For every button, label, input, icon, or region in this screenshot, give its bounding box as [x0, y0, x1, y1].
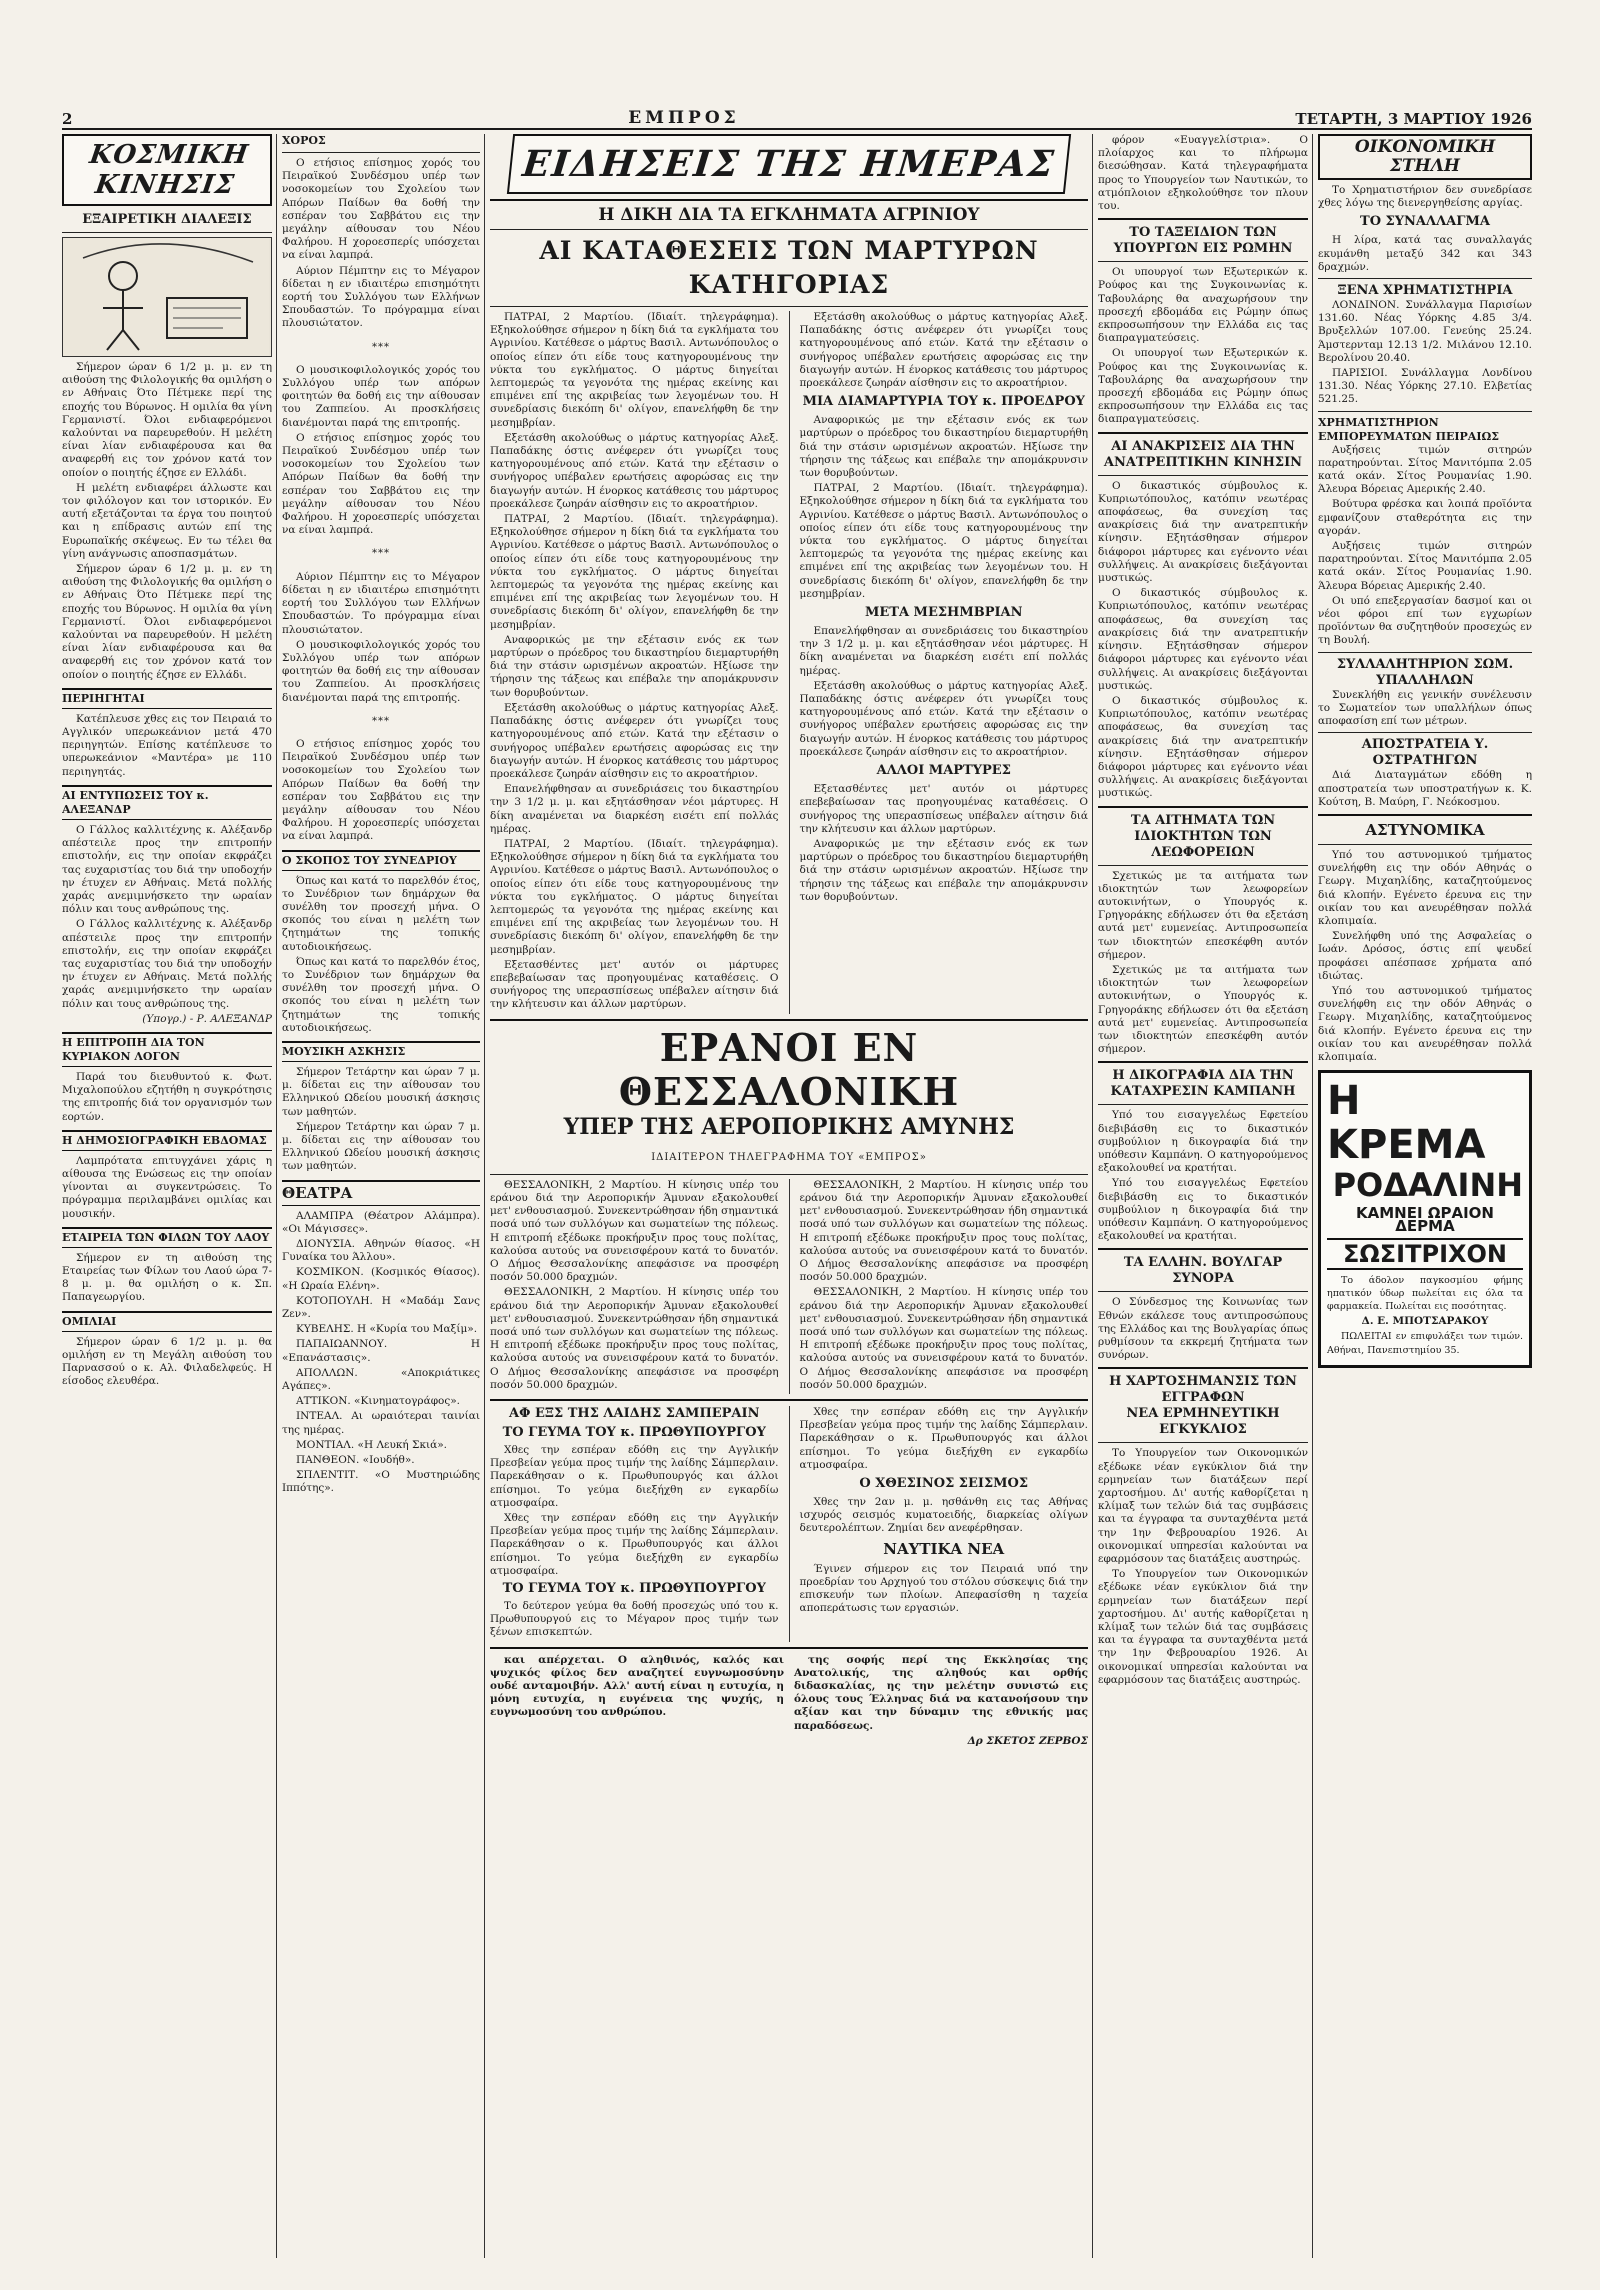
trial-text-d2: Εξετάσθη ακολούθως ο μάρτυς κατηγορίας Αλεξ. Παπαδάκης όστις ανέφερεν ότι γνωρίζει τους κατηγορουμένους από ετών. Κατά την εξέτασιν ο συνήγορος υπέβαλεν ερωτήσεις αφορώσας εις την διαγωγήν αυτών. Η ένορκος κατάθεσις του μάρτυρος προεκάλεσε ζωηράν αίσθησιν εις το ακροατήριον.: [799, 679, 1088, 758]
trial-text-d: Επανελήφθησαν αι συνεδριάσεις του δικαστηρίου την 3 1/2 μ. μ. και εξητάσθησαν νέοι μάρτυρες. Η δίκη αναμένεται να διαρκέση εισέτι επί πολλάς ημέρας.: [799, 625, 1088, 677]
inquiry-text-2: Ο δικαστικός σύμβουλος κ. Κυπριωτόπουλος, κατόπιν νεωτέρας αποφάσεως, θα συνεχίση τας ανακρίσεις διά την ανατρεπτικήν κίνησιν. Εξητάσθησαν σήμερον διάφοροι μάρτυρες και εγένοντο νέαι συλλήψεις. Αι ανακρίσεις διεξάγονται μυστικώς.: [1098, 587, 1308, 692]
dinner-heading: ΤΟ ΓΕΥΜΑ ΤΟΥ κ. ΠΡΩΘΥΠΟΥΡΓΟΥ: [502, 1581, 766, 1597]
music-heading: ΜΟΥΣΙΚΗ ΑΣΚΗΣΙΣ: [282, 1044, 406, 1058]
record-text: Υπό του εισαγγελέως Εφετείου διεβιβάσθη εις το δικαστικόν συμβούλιον η δικογραφία διά την υπόθεσιν Καμπάνη. Ο κατηγορούμενος εξακολουθεί να κρατήται.: [1098, 1109, 1308, 1175]
police-text-2: Συνελήφθη υπό της Ασφαλείας ο Ιωάν. Δρόσος, όστις επί ψευδεί προφάσει απέσπασε χρήματα από ιδιώτας.: [1318, 930, 1532, 982]
trial-text-a3: ΠΑΤΡΑΙ, 2 Μαρτίου. (Ιδιαίτ. τηλεγράφημα). Εξηκολούθησε σήμερον η δίκη διά τα εγκλήματα του Αγρινίου. Κατέθεσε ο μάρτυς Βασιλ. Αντωνόπουλος ο οποίος είπεν ότι είδε τους κατηγορουμένους την νύκτα του εγκλήματος. Ο μάρτυς διηγείται λεπτομερώς τα γεγονότα της ημέρας εκείνης και επιμένει επί της ακριβείας των λεγομένων του. Η συνεδρίασις διεκόπη δι' ολίγον, επανελήφθη δε την μεσημβρίαν.: [490, 513, 779, 631]
talks-heading: ΟΜΙΛΙΑΙ: [62, 1314, 117, 1328]
fx-text: ΛΟΝΔΙΝΟΝ. Συνάλλαγμα Παρισίων 131.60. Νέας Υόρκης 4.85 3/4. Βρυξελλών 107.00. Γενεύης 25.24. Άμστερνταμ 12.13 1/2. Μιλάνου 12.10. Βερολίνου 20.40.: [1318, 299, 1532, 364]
conference-text: Όπως και κατά το παρελθόν έτος, το Συνέδριον των δημάρχων θα συνέλθη τον προσεχή μήνα. Ο σκοπός του είναι η μελέτη των ζητημάτων της τοπικής αυτοδιοικήσεως.: [282, 874, 480, 953]
conference-text-2: Όπως και κατά το παρελθόν έτος, το Συνέδριον των δημάρχων θα συνέλθη τον προσεχή μήνα. Ο σκοπός του είναι η μελέτη των ζητημάτων της τοπικής αυτοδιοικήσεως.: [282, 955, 480, 1034]
feature-title-banner: [62, 134, 272, 206]
trial-subhead-2: ΜΕΤΑ ΜΕΣΗΜΒΡΙΑΝ: [864, 605, 1023, 621]
lecture-text-2: Η μελέτη ενδιαφέρει άλλωστε και τον φιλόλογον και τον ιστορικόν. Εν αυτή εξετάζονται τα έργα του ποιητού και η επίδρασις αυτών επί της Ευρωπαϊκής σκέψεως. Εν τω τέλει θα γίνη ανάγνωσις αποσπασμάτων.: [62, 481, 272, 560]
dance-text-3: Ο μουσικοφιλολογικός χορός του Συλλόγου υπέρ των απόρων φοιτητών θα δοθή εις την αίθουσαν του Ζαππείου. Αι προσκλήσεις διανέμονται παρά της επιτροπής.: [282, 363, 480, 429]
theatre-item: ΑΛΑΜΠΡΑ (Θέατρον Αλάμπρα). «Οι Μάγισσες».: [282, 1209, 480, 1235]
theatre-item: ΑΠΟΛΛΩΝ. «Αποκριάτικες Αγάπες».: [282, 1366, 480, 1393]
theatre-item: ΣΠΛΕΝΤΙΤ. «Ο Μυστηριώδης Ιππότης».: [282, 1469, 480, 1495]
naval-text: Έγινεν σήμερον εις τον Πειραιά υπό την προεδρίαν του Αρχηγού του στόλου σύσκεψις διά την επισκευήν των πλοίων. Απεφασίσθη η ταχεία αποπεράτωσις των εργασιών.: [799, 1562, 1088, 1615]
theatre-list: [282, 1210, 480, 1496]
lecture-illustration: [62, 237, 272, 357]
dance-text-6: Ο μουσικοφιλολογικός χορός του Συλλόγου υπέρ των απόρων φοιτητών θα δοθή εις την αίθουσαν του Ζαππείου. Αι προσκλήσεις διανέμονται παρά της επιτροπής.: [282, 638, 480, 704]
trial-headline: ΑΙ ΚΑΤΑΘΕΣΕΙΣ ΤΩΝ ΜΑΡΤΥΡΩΝ ΚΑΤΗΓΟΡΙΑΣ: [539, 236, 1039, 299]
dispute-heading: ΑΦ ΕΞΣ ΤΗΣ ΛΑΙΔΗΣ ΣΑΜΠΕΡΑΙΝ: [509, 1406, 760, 1422]
border-heading: ΤΑ ΕΛΛΗΝ. ΒΟΥΛΓΑΡ ΣΥΝΟΡΑ: [1123, 1255, 1283, 1287]
column-society: [62, 134, 272, 2258]
salonica-kicker: ΙΔΙΑΙΤΕΡΟΝ ΤΗΛΕΓΡΑΦΗΜΑ ΤΟΥ «ΕΜΠΡΟΣ»: [651, 1151, 927, 1163]
alexander-heading: ΑΙ ΕΝΤΥΠΩΣΕΙΣ ΤΟΥ κ. ΑΛΕΞΑΝΔΡ: [62, 788, 209, 816]
dispute-text-2: Χθες την εσπέραν εδόθη εις την Αγγλικήν Πρεσβείαν γεύμα προς τιμήν της λαίδης Σάμπερλαιν. Παρεκάθησαν ο κ. Πρωθυπουργός και άλλοι επίσημοι. Το γεύμα διεξήχθη εν εγκαρδίω ατμοσφαίρα.: [490, 1512, 779, 1577]
friends-text: Σήμερον εν τη αιθούση της Εταιρείας των Φίλων του Λαού ώρα 7-8 μ. μ. θα ομιλήση ο κ. Σπ. Παπαγεωργίου.: [62, 1251, 272, 1304]
talks-text: Σήμερον ώραν 6 1/2 μ. μ. θα ομιλήση εν τη Μεγάλη αιθούση του Παρνασσού ο κ. Αλ. Φιλαδελφεύς. Η είσοδος ελευθέρα.: [62, 1335, 272, 1388]
economy-text: Το Χρηματιστήριον δεν συνεδρίασε χθες λόγω της διενεργηθείσης αργίας.: [1318, 184, 1532, 210]
stamp-heading: Η ΧΑΡΤΟΣΗΜΑΝΣΙΣ ΤΩΝ ΕΓΓΡΑΦΩΝ: [1109, 1374, 1297, 1406]
committee-heading: Η ΕΠΙΤΡΟΠΗ ΔΙΑ ΤΟΝ ΚΥΡΙΑΚΟΝ ΛΟΓΟΝ: [62, 1035, 205, 1063]
notice-text: Οι υπό επεξεργασίαν δασμοί και οι νέοι φόροι επί των εγχωρίων προϊόντων θα συζητηθούν προσεχώς εν τη Βουλή.: [1318, 594, 1532, 647]
salonica-text-3: ΘΕΣΣΑΛΟΝΙΚΗ, 2 Μαρτίου. Η κίνησις υπέρ του εράνου διά την Αεροπορικήν Άμυναν εξακολουθεί μετ' ενθουσιασμού. Συνεκεντρώθησαν ήδη σημαντικά ποσά υπό των συλλόγων και σωματείων της πόλεως. Η επιτροπή εξέδωκε προκήρυξιν προς τους πολίτας, καλούσα αυτούς να συνεισφέρουν κατά το δυνατόν. Ο Δήμος Θεσσαλονίκης απεφάσισε να προσφέρη ποσόν 50.000 δραχμών.: [799, 1178, 1088, 1284]
record-text-2: Υπό του εισαγγελέως Εφετείου διεβιβάσθη εις το δικαστικόν συμβούλιον η δικογραφία διά την υπόθεσιν Καμπάνη. Ο κατηγορούμενος εξακολουθεί να κρατήται.: [1098, 1177, 1308, 1243]
bourse-text-2: Βούτυρα φρέσκα και λοιπά προϊόντα εμφανίζουν σταθερότητα εις την αγοράν.: [1318, 498, 1532, 537]
inquiry-text: Ο δικαστικός σύμβουλος κ. Κυπριωτόπουλος, κατόπιν νεωτέρας αποφάσεως, θα συνεχίση τας ανακρίσεις διά την ανατρεπτικήν κίνησιν. Εξητάσθησαν σήμερον διάφοροι μάρτυρες και εγένοντο νέαι συλλήψεις. Αι ανακρίσεις διεξάγονται μυστικώς.: [1098, 479, 1308, 585]
trial-text-e2: Αναφορικώς με την εξέτασιν ενός εκ των μαρτύρων ο πρόεδρος του δικαστηρίου διεμαρτυρήθη διά την στάσιν ωρισμένων ακροατών. Ηξίωσε την τήρησιν της τάξεως και επέβαλε την απομάκρυνσιν των θορυβούντων.: [799, 837, 1088, 903]
trial-text-e: Εξετασθέντες μετ' αυτόν οι μάρτυρες επεβεβαίωσαν τας προηγουμένας καταθέσεις. Ο συνήγορος της υπερασπίσεως υπέβαλεν αίτησιν διά την κλήτευσιν και άλλων μαρτύρων.: [799, 783, 1088, 835]
column-economy: [1318, 134, 1532, 2258]
salonica-headline: ΕΡΑΝΟΙ ΕΝ ΘΕΣΣΑΛΟΝΙΚΗ: [618, 1024, 960, 1114]
dance-text-5: Αύριον Πέμπτην εις το Μέγαρον δίδεται η εν ιδιαιτέρω επισημότητι εορτή του Συλλόγου των Ελλήνων Σπουδαστών. Το πρόγραμμα είναι πλουσιώτατον.: [282, 570, 480, 636]
trip-text-2: Οι υπουργοί των Εξωτερικών κ. Ρούφος και της Συγκοινωνίας κ. Ταβουλάρης θα αναχωρήσουν την προσεχή εβδομάδα εις Ρώμην όπως εκπροσωπήσουν την Ελλάδα εις τας διαπραγματεύσεις.: [1098, 347, 1308, 426]
alexander-text: Ο Γάλλος καλλιτέχνης κ. Αλέξανδρ απέστειλε προς την επιτροπήν επιστολήν, εις την οποίαν εκφράζει τας ευχαριστίας του διά την υποδοχήν ην έτυχεν εν Αθήναις. Μετά πολλής χαράς ανεμιμνήσκετο την ωραίαν πόλιν και τους ανθρώπους της.: [62, 823, 272, 916]
ad-word-2: ΡΟΔΑΛΙΝΗ: [1332, 1166, 1523, 1205]
meeting-text: Συνεκλήθη εις γενικήν συνέλευσιν το Σωματείον των υπαλλήλων όπως αποφασίση επί των μέτρων.: [1318, 688, 1532, 728]
trial-subhead-3: ΑΛΛΟΙ ΜΑΡΤΥΡΕΣ: [876, 763, 1011, 779]
friends-heading: ΕΤΑΙΡΕΙΑ ΤΩΝ ΦΙΛΩΝ ΤΟΥ ΛΑΟΥ: [62, 1230, 270, 1244]
stamp-text-2: Το Υπουργείον των Οικονομικών εξέδωκε νέαν εγκύκλιον διά την ερμηνείαν των διατάξεων περί χαρτοσήμου. Δι' αυτής καθορίζεται η κλίμαξ των τελών διά τας συμβάσεις και τα έγγραφα τα συνταχθέντα μετά την 1ην Φεβρουαρίου 1926. Αι οικονομικαί υπηρεσίαι καλούνται να εφαρμόσουν τας διατάξεις αυστηρώς.: [1098, 1568, 1308, 1686]
dispute-text-3: Χθες την εσπέραν εδόθη εις την Αγγλικήν Πρεσβείαν γεύμα προς τιμήν της λαίδης Σάμπερλαιν. Παρεκάθησαν ο κ. Πρωθυπουργός και άλλοι επίσημοι. Το γεύμα διεξήχθη εν εγκαρδίω ατμοσφαίρα.: [799, 1406, 1088, 1471]
economy-heading: ΟΙΚΟΝΟΜΙΚΗ ΣΤΗΛΗ: [1354, 137, 1496, 176]
bourse-text-3: Αυξήσεις τιμών σιτηρών παρατηρούνται. Σίτος Μανιτόμπα 2.05 κατά οκάν. Σίτος Ρουμανίας 1.90. Άλευρα Βόρειας Αμερικής 2.40.: [1318, 540, 1532, 592]
news-banner: ΕΙΔΗΣΕΙΣ ΤΗΣ ΗΜΕΡΑΣ: [507, 134, 1071, 194]
trial-text-a: ΠΑΤΡΑΙ, 2 Μαρτίου. (Ιδιαίτ. τηλεγράφημα). Εξηκολούθησε σήμερον η δίκη διά τα εγκλήματα του Αγρινίου. Κατέθεσε ο μάρτυς Βασιλ. Αντωνόπουλος ο οποίος είπεν ότι είδε τους κατηγορουμένους την νύκτα του εγκλήματος. Ο μάρτυς διηγείται λεπτομερώς τα γεγονότα της ημέρας εκείνης και επιμένει επί της ακριβείας των λεγομένων του. Η συνεδρίασις διεκόπη δι' ολίγον, επανελήφθη δε την μεσημβρίαν.: [490, 311, 779, 429]
committee-text: Παρά του διευθυντού κ. Φωτ. Μιχαλοπούλου εζητήθη η συγκρότησις της επιτροπής διά τον οργανισμόν των εορτών.: [62, 1070, 272, 1123]
dance-text-7: Ο ετήσιος επίσημος χορός του Πειραϊκού Συνδέσμου υπέρ των νοσοκομείων του Σχολείου των Απόρων Παίδων θα δοθή την εσπέραν του Σαββάτου εις την μεγάλην αίθουσαν του Νέου Φαλήρου. Η χοροεσπερίς υπόσχεται να είναι λαμπρά.: [282, 737, 480, 843]
ad-tagline: ΚΑΜΝΕΙ ΩΡΑΙΟΝ ΔΕΡΜΑ: [1355, 1204, 1494, 1236]
masthead: [62, 104, 1532, 130]
page-columns: [62, 134, 1532, 2258]
inquiry-text-3: Ο δικαστικός σύμβουλος κ. Κυπριωτόπουλος, κατόπιν νεωτέρας αποφάσεως, θα συνεχίση τας ανακρίσεις διά την ανατρεπτικήν κίνησιν. Εξητάσθησαν σήμερον διάφοροι μάρτυρες και εγένοντο νέαι συλλήψεις. Αι ανακρίσεις διεξάγονται μυστικώς.: [1098, 694, 1308, 800]
police-heading: ΑΣΤΥΝΟΜΙΚΑ: [1365, 820, 1485, 839]
column-politics: [1098, 134, 1308, 2258]
dinner-text: Το δεύτερον γεύμα θα δοθή προσεχώς υπό του κ. Πρωθυπουργού εις το Μέγαρον προς τιμήν των ξένων επισκεπτών.: [490, 1600, 779, 1639]
police-text: Υπό του αστυνομικού τμήματος συνελήφθη εις την οδόν Αθηνάς ο Γεωργ. Μιχαηλίδης, καταζητούμενος διά κλοπήν. Εγένετο έρευνα εις την οικίαν του και ανευρέθησαν πολλά κλοπιμαία.: [1318, 848, 1532, 927]
alexander-signature: (Υπογρ.) - Ρ. ΑΛΕΞΑΝΔΡ: [142, 1012, 272, 1025]
theatre-item: ΙΝΤΕΑΛ. Αι ωραιότεραι ταινίαι της ημέρας.: [282, 1410, 480, 1436]
requests-heading: ΤΑ ΑΙΤΗΜΑΤΑ ΤΩΝ ΙΔΙΟΚΤΗΤΩΝ ΤΩΝ ΛΕΩΦΟΡΕΙΩΝ: [1130, 812, 1276, 860]
ad-description: Το άδολον παγκοσμίου φήμης ηπατικόν ύδωρ πωλείται εις όλα τα φαρμακεία. Πωλείται εις ποσότητας.: [1327, 1274, 1523, 1312]
theatre-item: ΠΑΝΘΕΟΝ. «Ιουδήθ».: [296, 1454, 415, 1467]
prose-text: και απέρχεται. Ο αληθινός, καλός και ψυχικός φίλος δεν αναζητεί ευγνωμοσύνην ουδέ ανταμοιβήν. Αλλ' αυτή είναι η ευτυχία, η μόνη ευτυχία, η ευγένεια της ψυχής, η ευγνωμοσύνη του ανθρώπου.: [490, 1653, 784, 1719]
dance-text: Ο ετήσιος επίσημος χορός του Πειραϊκού Συνδέσμου υπέρ των νοσοκομείων του Σχολείου των Απόρων Παίδων θα δοθή την εσπέραν του Σαββάτου εις την μεγάλην αίθουσαν του Νέου Φαλήρου. Η χοροεσπερίς υπόσχεται να είναι λαμπρά.: [282, 157, 480, 262]
meeting-heading: ΣΥΛΛΑΛΗΤΗΡΙΟΝ ΣΩΜ. ΥΠΑΛΛΗΛΩΝ: [1336, 656, 1514, 688]
salonica-text-4: ΘΕΣΣΑΛΟΝΙΚΗ, 2 Μαρτίου. Η κίνησις υπέρ του εράνου διά την Αεροπορικήν Άμυναν εξακολουθεί μετ' ενθουσιασμού. Συνεκεντρώθησαν ήδη σημαντικά ποσά υπό των συλλόγων και σωματείων της πόλεως. Η επιτροπή εξέδωκε προκήρυξιν προς τους πολίτας, καλούσα αυτούς να συνεισφέρουν κατά το δυνατόν. Ο Δήμος Θεσσαλονίκης απεφάσισε να προσφέρη ποσόν 50.000 δραχμών.: [799, 1286, 1088, 1391]
feature-title: ΚΟΣΜΙΚΗ ΚΙΝΗΣΙΣ: [87, 140, 251, 200]
alexander-text-2: Ο Γάλλος καλλιτέχνης κ. Αλέξανδρ απέστειλε προς την επιτροπήν επιστολήν, εις την οποίαν εκφράζει τας ευχαριστίας του διά την υποδοχήν ην έτυχεν εν Αθήναις. Μετά πολλής χαράς ανεμιμνήσκετο την ωραίαν πόλιν και τους ανθρώπους της.: [62, 918, 272, 1010]
quake-text: Χθες την 2αν μ. μ. ησθάνθη εις τας Αθήνας ισχυρός σεισμός κυματοειδής, διαρκείας ολίγων δευτερολέπτων. Ζημίαι δεν ανεφέρθησαν.: [799, 1496, 1088, 1535]
naval-heading: ΝΑΥΤΙΚΑ ΝΕΑ: [883, 1539, 1005, 1558]
trial-text-a2: Εξετάσθη ακολούθως ο μάρτυς κατηγορίας Αλεξ. Παπαδάκης όστις ανέφερεν ότι γνωρίζει τους κατηγορουμένους από ετών. Κατά την εξέτασιν ο συνήγορος υπέβαλεν ερωτήσεις αφορώσας εις την διαγωγήν αυτών. Η ένορκος κατάθεσις του μάρτυρος προεκάλεσε ζωηράν αίσθησιν εις το ακροατήριον.: [490, 431, 779, 510]
theatre-item: ΚΥΒΕΛΗΣ. Η «Κυρία του Μαξίμ».: [296, 1323, 478, 1336]
border-text: Ο Σύνδεσμος της Κοινωνίας των Εθνών εκάλεσε τους αντιπροσώπους της Ελλάδος και της Βουλγαρίας όπως ρυθμίσουν τα εκκρεμή ζητήματα των συνόρων.: [1098, 1296, 1308, 1362]
dance-text-2: Αύριον Πέμπτην εις το Μέγαρον δίδεται η εν ιδιαιτέρω επισημότητι εορτή του Συλλόγου των Ελλήνων Σπουδαστών. Το πρόγραμμα είναι πλουσιώτατον.: [282, 264, 480, 330]
prose-text-2: της σοφής περί της Εκκλησίας της Ανατολικής, της αληθούς και ορθής διδασκαλίας, ης την μελέτην συνιστώ εις όλους τους Έλληνας διά να κατανοήσουν την αξίαν και την δύναμιν της εθνικής μας παραδόσεως.: [794, 1653, 1088, 1732]
theatre-item: ΠΑΠΑΙΩΑΝΝΟΥ. Η «Επανάστασις».: [282, 1338, 480, 1364]
conference-heading: Ο ΣΚΟΠΟΣ ΤΟΥ ΣΥΝΕΔΡΙΟΥ: [282, 853, 457, 867]
trial-text-c2: ΠΑΤΡΑΙ, 2 Μαρτίου. (Ιδιαίτ. τηλεγράφημα). Εξηκολούθησε σήμερον η δίκη διά τα εγκλήματα του Αγρινίου. Κατέθεσε ο μάρτυς Βασιλ. Αντωνόπουλος ο οποίος είπεν ότι είδε τους κατηγορουμένους την νύκτα του εγκλήματος. Ο μάρτυς διηγείται λεπτομερώς τα γεγονότα της ημέρας εκείνης και επιμένει επί της ακριβείας των λεγομένων του. Η συνεδρίασις διεκόπη δι' ολίγον, επανελήφθη δε την μεσημβρίαν.: [799, 482, 1088, 600]
demob-text: Διά Διαταγμάτων εδόθη η αποστρατεία των υποστρατήγων κ. Κ. Κούτση, Β. Μαύρη, Γ. Νεόκοσμου.: [1318, 769, 1532, 808]
dance-heading: ΧΟΡΟΣ: [282, 134, 326, 147]
newspaper-name: ΕΜΠΡΟΣ: [628, 108, 740, 128]
tourists-text: Κατέπλευσε χθες εις τον Πειραιά το Αγγλικόν υπερωκεάνιον μετά 470 περιηγητών. Επίσης κατέπλευσε το υπερωκεάνιον «Μαντέρα» με 110 περιηγητάς.: [62, 712, 272, 778]
salonica-subheadline: ΥΠΕΡ ΤΗΣ ΑΕΡΟΠΟΡΙΚΗΣ ΑΜΥΝΗΣ: [563, 1113, 1015, 1140]
requests-text: Σχετικώς με τα αιτήματα των ιδιοκτητών των λεωφορείων αυτοκινήτων, ο Υπουργός κ. Γρηγοράκης εδήλωσεν ότι θα εξετάση αυτά μετ' ευμενείας. Αντιπροσωπεία των ιδιοκτητών επεσκέφθη αυτόν σήμερον.: [1098, 869, 1308, 961]
trip-text: Οι υπουργοί των Εξωτερικών κ. Ρούφος και της Συγκοινωνίας κ. Ταβουλάρης θα αναχωρήσουν την προσεχή εβδομάδα εις Ρώμην όπως εκπροσωπήσουν την Ελλάδα εις τας διαπραγματεύσεις.: [1098, 266, 1308, 345]
column-news: [490, 134, 1088, 2258]
police-text-3: Υπό του αστυνομικού τμήματος συνελήφθη εις την οδόν Αθηνάς ο Γεωργ. Μιχαηλίδης, καταζητούμενος διά κλοπήν. Εγένετο έρευνα εις την οικίαν του και ανευρέθησαν πολλά κλοπιμαία.: [1318, 984, 1532, 1063]
bourse-heading: ΧΡΗΜΑΤΙΣΤΗΡΙΟΝ ΕΜΠΟΡΕΥΜΑΤΩΝ ΠΕΙΡΑΙΩΣ: [1318, 415, 1500, 443]
fx-heading: ΞΕΝΑ ΧΡΗΜΑΤΙΣΤΗΡΙΑ: [1337, 283, 1513, 299]
dispute-subheading: ΤΟ ΓΕΥΜΑ ΤΟΥ κ. ΠΡΩΘΥΠΟΥΡΓΟΥ: [502, 1425, 766, 1441]
demob-heading: ΑΠΟΣΤΡΑΤΕΙΑ Υ. ΟΣΤΡΑΤΗΓΩΝ: [1361, 737, 1489, 769]
lecture-heading: ΕΞΑΙΡΕΤΙΚΗ ΔΙΑΛΕΞΙΣ: [82, 212, 252, 227]
record-heading: Η ΔΙΚΟΓΡΑΦΙΑ ΔΙΑ ΤΗΝ ΚΑΤΑΧΡΕΣΙΝ ΚΑΜΠΑΝΗ: [1110, 1068, 1296, 1100]
issue-date: ΤΕΤΑΡΤΗ, 3 ΜΑΡΤΙΟΥ 1926: [1295, 110, 1532, 128]
theatre-item: ΑΤΤΙΚΟΝ. «Κινηματογράφος».: [296, 1395, 461, 1408]
theatre-item: ΚΟΤΟΠΟΥΛΗ. Η «Μαδάμ Σανς Ζεν».: [282, 1294, 480, 1321]
trial-text-a8: Εξετασθέντες μετ' αυτόν οι μάρτυρες επεβεβαίωσαν τας προηγουμένας καταθέσεις. Ο συνήγορος της υπερασπίσεως υπέβαλεν αίτησιν διά την κλήτευσιν και άλλων μαρτύρων.: [490, 958, 779, 1011]
ad-seller-text: ΠΩΛΕΙΤΑΙ εν επιφυλάξει των τιμών. Αθήναι, Πανεπιστημίου 35.: [1327, 1331, 1523, 1356]
salonica-text-2: ΘΕΣΣΑΛΟΝΙΚΗ, 2 Μαρτίου. Η κίνησις υπέρ του εράνου διά την Αεροπορικήν Άμυναν εξακολουθεί μετ' ενθουσιασμού. Συνεκεντρώθησαν ήδη σημαντικά ποσά υπό των συλλόγων και σωματείων της πόλεως. Η επιτροπή εξέδωκε προκήρυξιν προς τους πολίτας, καλούσα αυτούς να συνεισφέρουν κατά το δυνατόν. Ο Δήμος Θεσσαλονίκης απεφάσισε να προσφέρη ποσόν 50.000 δραχμών.: [490, 1286, 779, 1391]
trial-kicker: Η ΔΙΚΗ ΔΙΑ ΤΑ ΕΓΚΛΗΜΑΤΑ ΑΓΡΙΝΙΟΥ: [598, 205, 980, 225]
prose-signature: Δρ ΣΚΕΤΟΣ ΖΕΡΒΟΣ: [967, 1734, 1088, 1747]
trial-text-a4: Αναφορικώς με την εξέτασιν ενός εκ των μαρτύρων ο πρόεδρος του δικαστηρίου διεμαρτυρήθη διά την στάσιν ωρισμένων ακροατών. Ηξίωσε την τήρησιν της τάξεως και επέβαλε την απομάκρυνσιν των θορυβούντων.: [490, 633, 779, 699]
inquiry-heading: ΑΙ ΑΝΑΚΡΙΣΕΙΣ ΔΙΑ ΤΗΝ ΑΝΑΤΡΕΠΤΙΚΗΝ ΚΙΝΗΣΙΝ: [1103, 438, 1303, 470]
dance-text-4: Ο ετήσιος επίσημος χορός του Πειραϊκού Συνδέσμου υπέρ των νοσοκομείων του Σχολείου των Απόρων Παίδων θα δοθή την εσπέραν του Σαββάτου εις την μεγάλην αίθουσαν του Νέου Φαλήρου. Η χοροεσπερίς υπόσχεται να είναι λαμπρά.: [282, 431, 480, 537]
music-text-2: Σήμερον Τετάρτην και ώραν 7 μ. μ. δίδεται εις την αίθουσαν του Ελληνικού Ωδείου μουσική άσκησις των μαθητών.: [282, 1120, 480, 1173]
journalists-heading: Η ΔΗΜΟΣΙΟΓΡΑΦΙΚΗ ΕΒΔΟΜΑΣ: [62, 1133, 267, 1147]
stamp-text: Το Υπουργείον των Οικονομικών εξέδωκε νέαν εγκύκλιον διά την ερμηνείαν των διατάξεων περί χαρτοσήμου. Δι' αυτής καθορίζεται η κλίμαξ των τελών διά τας συμβάσεις και τα έγγραφα τα συνταχθέντα μετά την 1ην Φεβρουαρίου 1926. Αι οικονομικαί υπηρεσίαι καλούνται να εφαρμόσουν τας διατάξεις αυστηρώς.: [1098, 1447, 1308, 1566]
ad-seller: Δ. Ε. ΜΠΟΤΣΑΡΑΚΟΥ: [1361, 1315, 1489, 1328]
tourists-heading: ΠΕΡΙΗΓΗΤΑΙ: [62, 691, 145, 705]
music-text: Σήμερον Τετάρτην και ώραν 7 μ. μ. δίδεται εις την αίθουσαν του Ελληνικού Ωδείου μουσική άσκησις των μαθητών.: [282, 1065, 480, 1118]
lecture-text: Σήμερον ώραν 6 1/2 μ. μ. εν τη αιθούση της Φιλολογικής θα ομιλήση ο εν Αθήναις Ότο Πέτμεκε περί της εποχής του Βύρωνος. Η ομιλία θα γίνη Γερμανιστί. Όλοι ενδιαφερόμενοι καλούνται να παρευρεθούν. Η μελέτη είναι λίαν ενδιαφέρουσα και θα αναφερθή εις τον χρόνον κατά τον οποίον ο ποιητής έζησε εν Ελλάδι.: [62, 361, 272, 479]
bourse-text: Αυξήσεις τιμών σιτηρών παρατηρούνται. Σίτος Μανιτόμπα 2.05 κατά οκάν. Σίτος Ρουμανίας 1.90. Άλευρα Βόρειας Αμερικής 2.40.: [1318, 443, 1532, 496]
salonica-text: ΘΕΣΣΑΛΟΝΙΚΗ, 2 Μαρτίου. Η κίνησις υπέρ του εράνου διά την Αεροπορικήν Άμυναν εξακολουθεί μετ' ενθουσιασμού. Συνεκεντρώθησαν ήδη σημαντικά ποσά υπό των συλλόγων και σωματείων της πόλεως. Η επιτροπή εξέδωκε προκήρυξιν προς τους πολίτας, καλούσα αυτούς να συνεισφέρουν κατά το δυνατόν. Ο Δήμος Θεσσαλονίκης απεφάσισε να προσφέρη ποσόν 50.000 δραχμών.: [490, 1178, 779, 1284]
trial-text-a7: ΠΑΤΡΑΙ, 2 Μαρτίου. (Ιδιαίτ. τηλεγράφημα). Εξηκολούθησε σήμερον η δίκη διά τα εγκλήματα του Αγρινίου. Κατέθεσε ο μάρτυς Βασιλ. Αντωνόπουλος ο οποίος είπεν ότι είδε τους κατηγορουμένους την νύκτα του εγκλήματος. Ο μάρτυς διηγείται λεπτομερώς τα γεγονότα της ημέρας εκείνης και επιμένει επί της ακριβείας των λεγομένων του. Η συνεδρίασις διεκόπη δι' ολίγον, επανελήφθη δε την μεσημβρίαν.: [490, 837, 779, 956]
trip-heading: ΤΟ ΤΑΞΕΙΔΙΟΝ ΤΩΝ ΥΠΟΥΡΓΩΝ ΕΙΣ ΡΩΜΗΝ: [1113, 225, 1293, 257]
trial-column-right: [800, 311, 1089, 1014]
cream-advertisement: [1318, 1070, 1532, 1368]
theatre-item: ΔΙΟΝΥΣΙΑ. Αθηνών θίασος. «Η Γυναίκα του Άλλου».: [282, 1238, 480, 1264]
theatre-item: ΚΟΣΜΙΚΟΝ. (Κοσμικός Θίασος). «Η Ωραία Ελένη».: [282, 1266, 480, 1292]
stamp-subheading: ΝΕΑ ΕΡΜΗΝΕΥΤΙΚΗ ΕΓΚΥΚΛΙΟΣ: [1126, 1406, 1280, 1438]
exchange-text: Η λίρα, κατά τας συναλλαγάς εκυμάνθη μεταξύ 342 και 343 δραχμών.: [1318, 234, 1532, 273]
journalists-text: Λαμπρότατα επιτυγχάνει χάρις η αίθουσα της Ενώσεως εις την οποίαν γίνονται αι συγκεντρώσεις. Το πρόγραμμα περιλαμβάνει ομιλίας και μουσικήν.: [62, 1154, 272, 1220]
lecture-text-3: Σήμερον ώραν 6 1/2 μ. μ. εν τη αιθούση της Φιλολογικής θα ομιλήση ο εν Αθήναις Ότο Πέτμεκε περί της εποχής του Βύρωνος. Η ομιλία θα γίνη Γερμανιστί. Όλοι ενδιαφερόμενοι καλούνται να παρευρεθούν. Η μελέτη είναι λίαν ενδιαφέρουσα και θα αναφερθή εις τον χρόνον κατά τον οποίον ο ποιητής έζησε εν Ελλάδι.: [62, 563, 272, 681]
exchange-heading: ΤΟ ΣΥΝΑΛΛΑΓΜΑ: [1360, 214, 1490, 230]
trial-text-a6: Επανελήφθησαν αι συνεδριάσεις του δικαστηρίου την 3 1/2 μ. μ. και εξητάσθησαν νέοι μάρτυρες. Η δίκη αναμένεται να διαρκέση εισέτι επί πολλάς ημέρας.: [490, 783, 779, 835]
trial-text-a5: Εξετάσθη ακολούθως ο μάρτυς κατηγορίας Αλεξ. Παπαδάκης όστις ανέφερεν ότι γνωρίζει τους κατηγορουμένους από ετών. Κατά την εξέτασιν ο συνήγορος υπέβαλεν ερωτήσεις αφορώσας εις την διαγωγήν αυτών. Η ένορκος κατάθεσις του μάρτυρος προεκάλεσε ζωηράν αίσθησιν εις το ακροατήριον.: [490, 701, 779, 780]
requests-text-2: Σχετικώς με τα αιτήματα των ιδιοκτητών των λεωφορείων αυτοκινήτων, ο Υπουργός κ. Γρηγοράκης εδήλωσεν ότι θα εξετάση αυτά μετ' ευμενείας. Αντιπροσωπεία των ιδιοκτητών επεσκέφθη αυτόν σήμερον.: [1098, 963, 1308, 1056]
ad-brand: ΣΩΣΙΤΡΙΧΟΝ: [1327, 1238, 1523, 1270]
page-number: 2: [62, 110, 73, 128]
trial-subhead-1: ΜΙΑ ΔΙΑΜΑΡΤΥΡΙΑ ΤΟΥ κ. ΠΡΟΕΔΡΟΥ: [802, 394, 1085, 410]
continued-text: φόρον «Ευαγγελίστρια». Ο πλοίαρχος και το πλήρωμα διεσώθησαν. Κατά τηλεγραφήματα προς το Υπουργείον των Ναυτικών, το ατμόπλοιον εξηκολούθησε τον πλουν του.: [1098, 134, 1308, 213]
ad-word-1: Η ΚΡΕΜΑ: [1327, 1078, 1486, 1169]
column-events: ΧΟΡΟΣ Ο ετήσιος επίσημος χορός του Πειραϊκού Συνδέσμου υπέρ των νοσοκομείων του Σχολείου των Απόρων Παίδων θα δοθή την εσπέραν του Σαββάτου εις την μεγάλην αίθουσαν του Νέου Φαλήρου. Η χοροεσπερίς υπόσχεται να είναι λαμπρά. Αύριον Πέμπτην εις το Μέγαρον δίδεται η εν ιδιαιτέρω επισημότητι εορτή του Συλλόγου των Ελλήνων Σπουδαστών. Το πρόγραμμα είναι πλουσιώτατον. *** Ο μουσικοφιλολογικός χορός του Συλλόγου υπέρ των απόρων φοιτητών θα δοθή εις την αίθουσαν του Ζαππείου. Αι προσκλήσεις διανέμονται παρά της επιτροπής. Ο ετήσιος επίσημος χορός του Πειραϊκού Συνδέσμου υπέρ των νοσοκομείων του Σχολείου των Απόρων Παίδων θα δοθή την εσπέραν του Σαββάτου εις την μεγάλην αίθουσαν του Νέου Φαλήρου. Η χοροεσπερίς υπόσχεται να είναι λαμπρά. *** Αύριον Πέμπτην εις το Μέγαρον δίδεται η εν ιδιαιτέρω επισημότητι εορτή του Συλλόγου των Ελλήνων Σπουδαστών. Το πρόγραμμα είναι πλουσιώτατον. Ο μουσικοφιλολογικός χορός του Συλλόγου υπέρ των απόρων φοιτητών θα δοθή εις την αίθουσαν του Ζαππείου. Αι προσκλήσεις διανέμονται παρά της επιτροπής. *** Ο ετήσιος επίσημος χορός του Πειραϊκού Συνδέσμου υπέρ των νοσοκομείων του Σχολείου των Απόρων Παίδων θα δοθή την εσπέραν του Σαββάτου εις την μεγάλην αίθουσαν του Νέου Φαλήρου. Η χοροεσπερίς υπόσχεται να είναι λαμπρά. Ο ΣΚΟΠΟΣ ΤΟΥ ΣΥΝΕΔΡΙΟΥ Όπως και κατά το παρελθόν έτος, το Συνέδριον των δημάρχων θα συνέλθη τον προσεχή μήνα. Ο σκοπός του είναι η μελέτη των ζητημάτων της τοπικής αυτοδιοικήσεως. Όπως και κατά το παρελθόν έτος, το Συνέδριον των δημάρχων θα συνέλθη τον προσεχή μήνα. Ο σκοπός του είναι η μελέτη των ζητημάτων της τοπικής αυτοδιοικήσεως. ΜΟΥΣΙΚΗ ΑΣΚΗΣΙΣ Σήμερον Τετάρτην και ώραν 7 μ. μ. δίδεται εις την αίθουσαν του Ελληνικού Ωδείου μουσική άσκησις των μαθητών. Σήμερον Τετάρτην και ώραν 7 μ. μ. δίδεται εις την αίθουσαν του Ελληνικού Ωδείου μουσική άσκησις των μαθητών. ΘΕΑΤΡΑ ΑΛΑΜΠΡΑ (Θέατρον Αλάμπρα). «Οι Μάγισσες». ΔΙΟΝΥΣΙΑ. Αθηνών θίασος. «Η Γυναίκα του Άλλου». ΚΟΣΜΙΚΟΝ. (Κοσμικός Θίασος). «Η Ωραία Ελένη». ΚΟΤΟΠΟΥΛΗ. Η «Μαδάμ Σανς Ζεν». ΚΥΒΕΛΗΣ. Η «Κυρία του Μαξίμ». ΠΑΠΑΙΩΑΝΝΟΥ. Η «Επανάστασις». ΑΠΟΛΛΩΝ. «Αποκριάτικες Αγάπες». ΑΤΤΙΚΟΝ. «Κινηματογράφος». ΙΝΤΕΑΛ. Αι ωραιότεραι ταινίαι της ημέρας. ΜΟΝΤΙΑΛ. «Η Λευκή Σκιά». ΠΑΝΘΕΟΝ. «Ιουδήθ». ΣΠΛΕΝΤΙΤ. «Ο Μυστηριώδης Ιππότης».: [282, 134, 480, 1495]
dispute-text: Χθες την εσπέραν εδόθη εις την Αγγλικήν Πρεσβείαν γεύμα προς τιμήν της λαίδης Σάμπερλαιν. Παρεκάθησαν ο κ. Πρωθυπουργός και άλλοι επίσημοι. Το γεύμα διεξήχθη εν εγκαρδίω ατμοσφαίρα.: [490, 1444, 779, 1509]
quake-heading: Ο ΧΘΕΣΙΝΟΣ ΣΕΙΣΜΟΣ: [859, 1476, 1029, 1492]
trial-column-left: [490, 311, 779, 1014]
trial-text-c: Αναφορικώς με την εξέτασιν ενός εκ των μαρτύρων ο πρόεδρος του δικαστηρίου διεμαρτυρήθη διά την στάσιν ωρισμένων ακροατών. Ηξίωσε την τήρησιν της τάξεως και επέβαλε την απομάκρυνσιν των θορυβούντων.: [799, 414, 1088, 480]
theatre-item: ΜΟΝΤΙΑΛ. «Η Λευκή Σκιά».: [296, 1438, 448, 1451]
trial-text-b: Εξετάσθη ακολούθως ο μάρτυς κατηγορίας Αλεξ. Παπαδάκης όστις ανέφερεν ότι γνωρίζει τους κατηγορουμένους από ετών. Κατά την εξέτασιν ο συνήγορος υπέβαλεν ερωτήσεις αφορώσας εις την διαγωγήν αυτών. Η ένορκος κατάθεσις του μάρτυρος προεκάλεσε ζωηράν αίσθησιν εις το ακροατήριον.: [799, 311, 1088, 390]
fx-text-2: ΠΑΡΙΣΙΟΙ. Συνάλλαγμα Λονδίνου 131.30. Νέας Υόρκης 27.10. Ελβετίας 521.25.: [1318, 367, 1532, 406]
theatre-heading: ΘΕΑΤΡΑ: [282, 1183, 353, 1202]
